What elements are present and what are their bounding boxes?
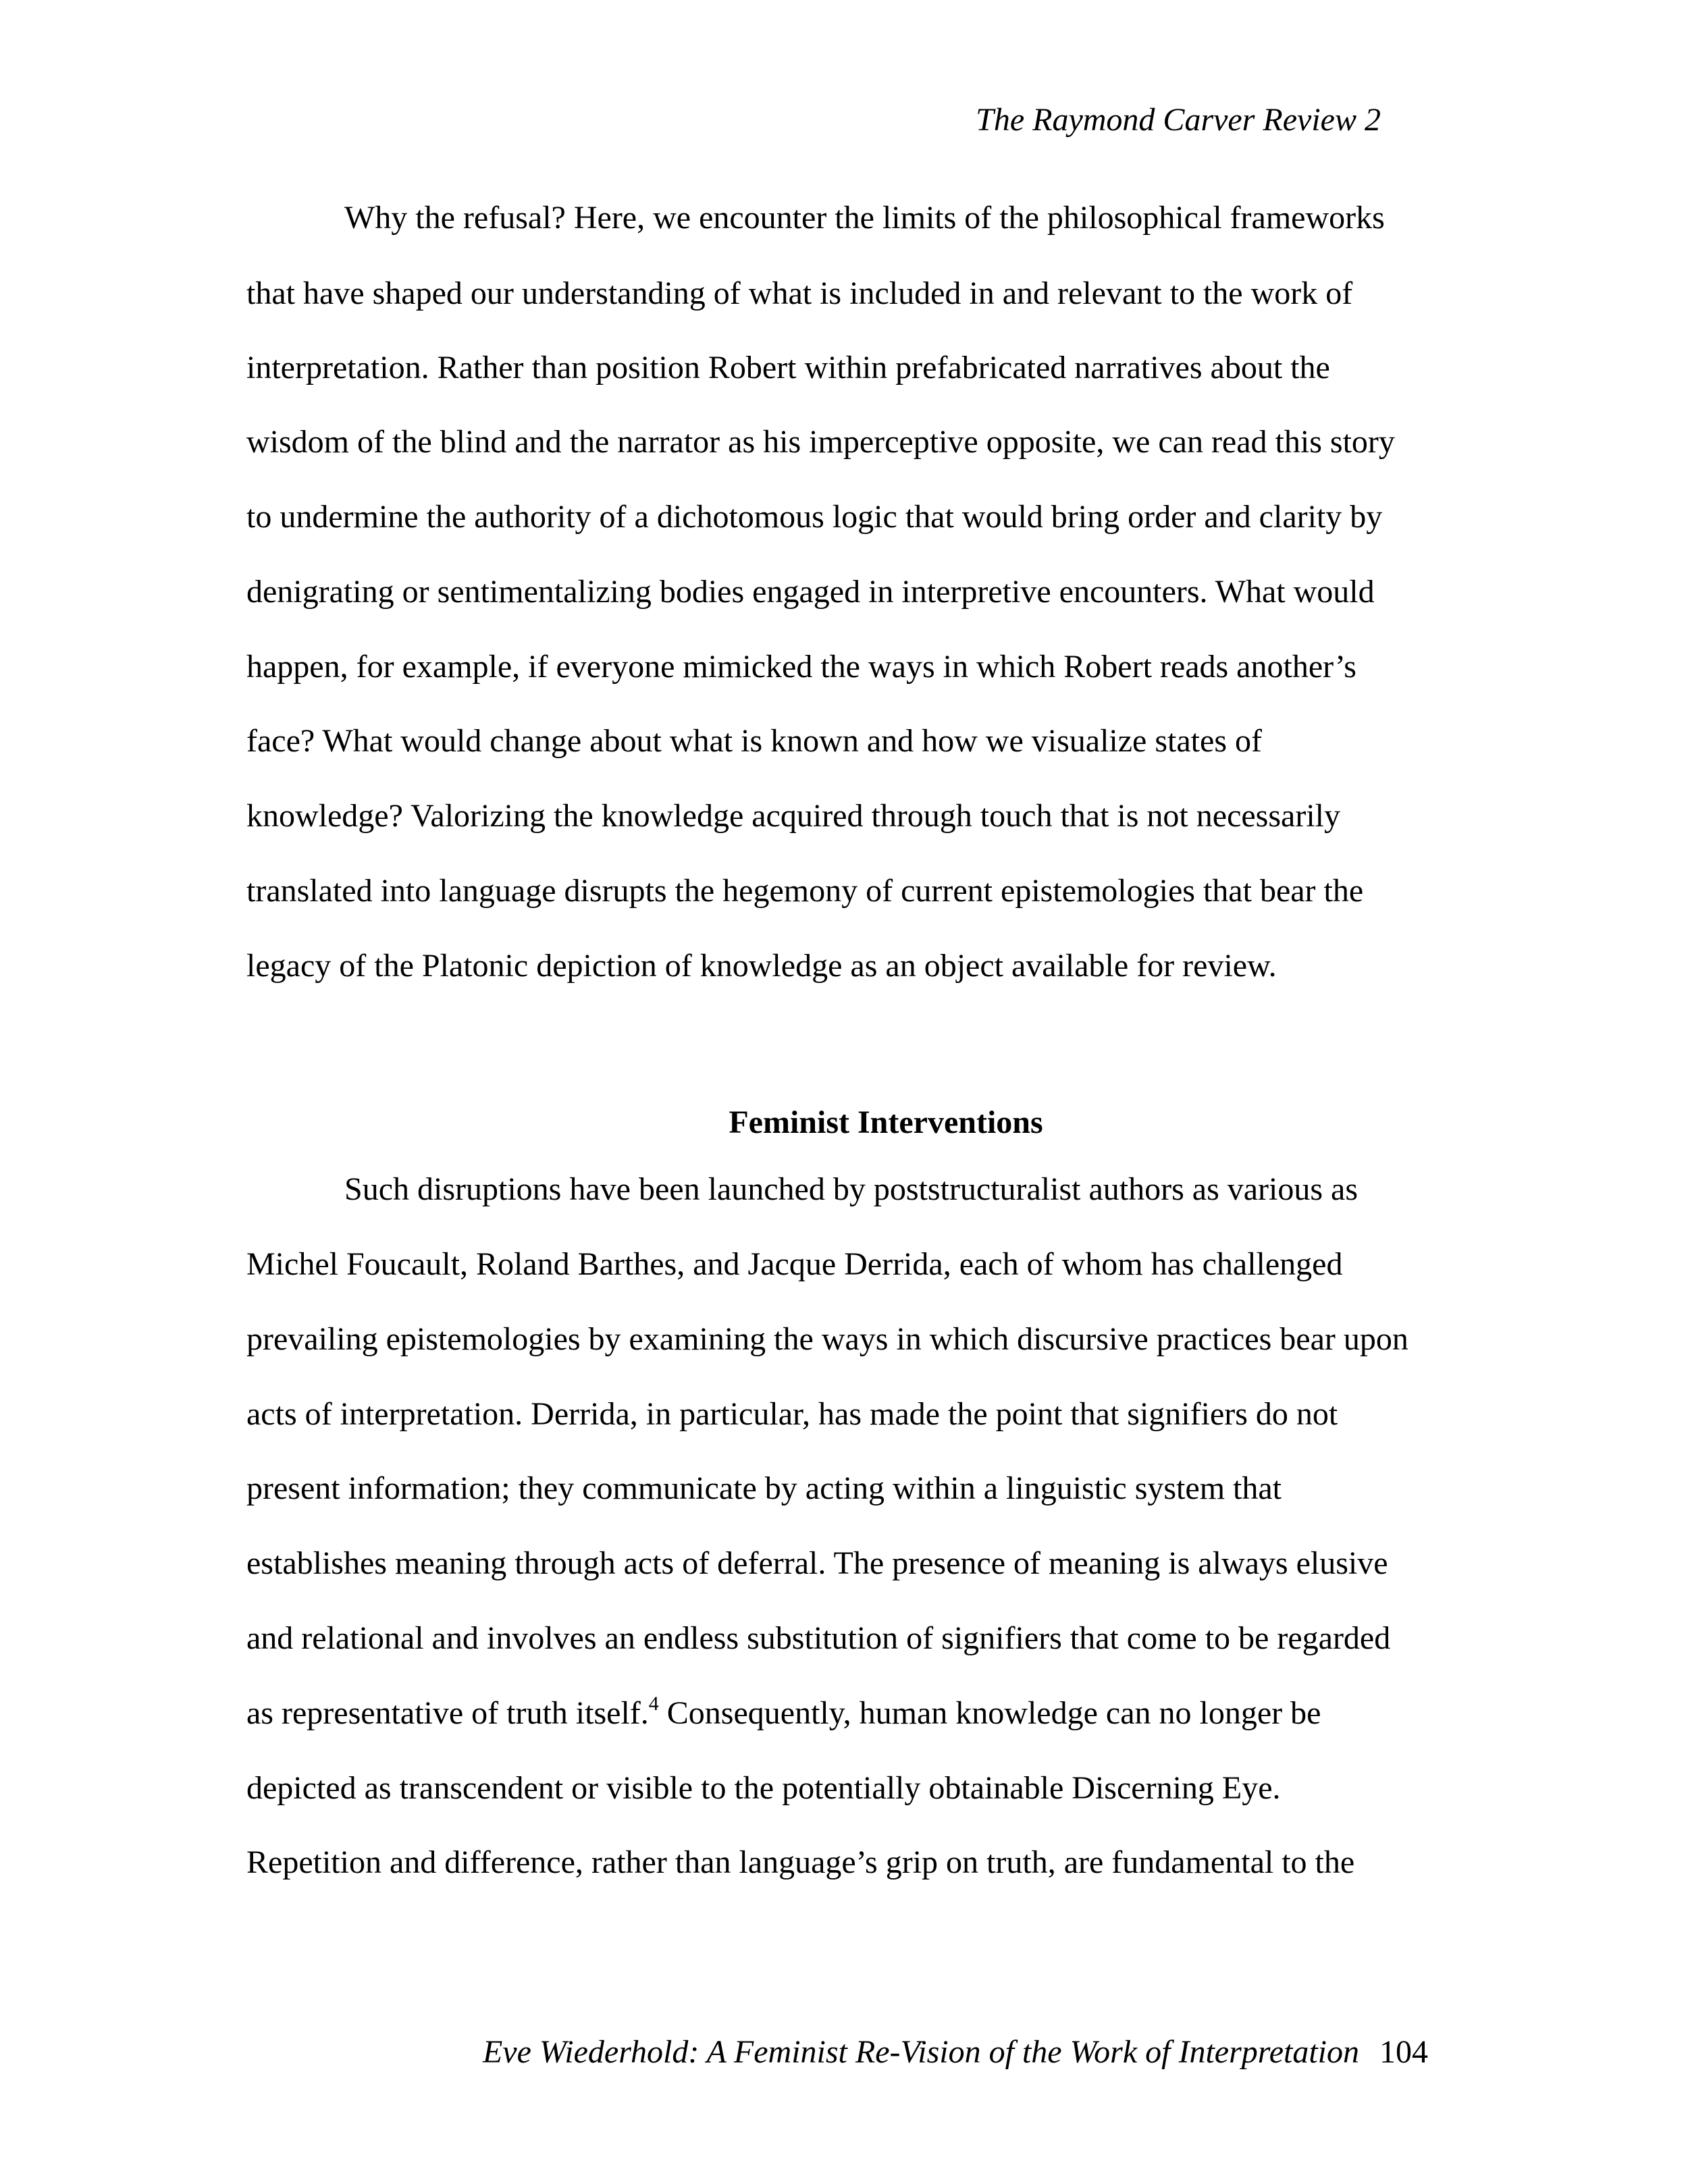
text-line: to undermine the authority of a dichotomous logic that would bring order and clarity by xyxy=(246,499,1383,535)
text-line: Michel Foucault, Roland Barthes, and Jacque Derrida, each of whom has challenged xyxy=(246,1246,1343,1282)
text-line: Such disruptions have been launched by poststructuralist authors as various as xyxy=(344,1171,1359,1207)
running-head: The Raymond Carver Review 2 xyxy=(976,102,1381,138)
text-line: Repetition and difference, rather than language’s grip on truth, are fundamental to the xyxy=(246,1844,1355,1880)
section-heading: Feminist Interventions xyxy=(729,1104,1043,1140)
text-line: denigrating or sentimentalizing bodies engaged in interpretive encounters. What would xyxy=(246,574,1375,610)
text-line: knowledge? Valorizing the knowledge acquired through touch that is not necessarily xyxy=(246,798,1340,834)
text-line-with-footnote xyxy=(246,1690,1321,1737)
text-line: present information; they communicate by acting within a linguistic system that xyxy=(246,1470,1282,1506)
text-line: prevailing epistemologies by examining the ways in which discursive practices bear upon xyxy=(246,1321,1408,1357)
page-footer xyxy=(483,2029,1428,2076)
text-line: wisdom of the blind and the narrator as his imperceptive opposite, we can read this story xyxy=(246,424,1395,460)
page-number: 104 xyxy=(1379,2034,1428,2070)
text-line: acts of interpretation. Derrida, in particular, has made the point that signifiers do not xyxy=(246,1396,1338,1432)
text-line: face? What would change about what is known and how we visualize states of xyxy=(246,723,1262,759)
text-line: that have shaped our understanding of what is included in and relevant to the work of xyxy=(246,275,1353,311)
footnote-marker[interactable]: 4 xyxy=(648,1693,659,1715)
text-line: happen, for example, if everyone mimicked the ways in which Robert reads another’s xyxy=(246,649,1356,685)
text-line: establishes meaning through acts of deferral. The presence of meaning is always elusive xyxy=(246,1545,1388,1581)
text-fragment: Consequently, human knowledge can no longer be xyxy=(658,1695,1321,1731)
text-line: translated into language disrupts the hegemony of current epistemologies that bear the xyxy=(246,873,1364,909)
text-line: legacy of the Platonic depiction of knowledge as an object available for review. xyxy=(246,948,1277,984)
text-line: and relational and involves an endless substitution of signifiers that come to be regarded xyxy=(246,1620,1391,1656)
footer-title: Eve Wiederhold: A Feminist Re-Vision of the Work of Interpretation xyxy=(482,2034,1359,2070)
text-fragment: as representative of truth itself. xyxy=(246,1695,649,1731)
text-line: interpretation. Rather than position Robert within prefabricated narratives about the xyxy=(246,350,1330,385)
text-line: depicted as transcendent or visible to the potentially obtainable Discerning Eye. xyxy=(246,1770,1281,1806)
text-line: Why the refusal? Here, we encounter the limits of the philosophical frameworks xyxy=(344,200,1385,236)
